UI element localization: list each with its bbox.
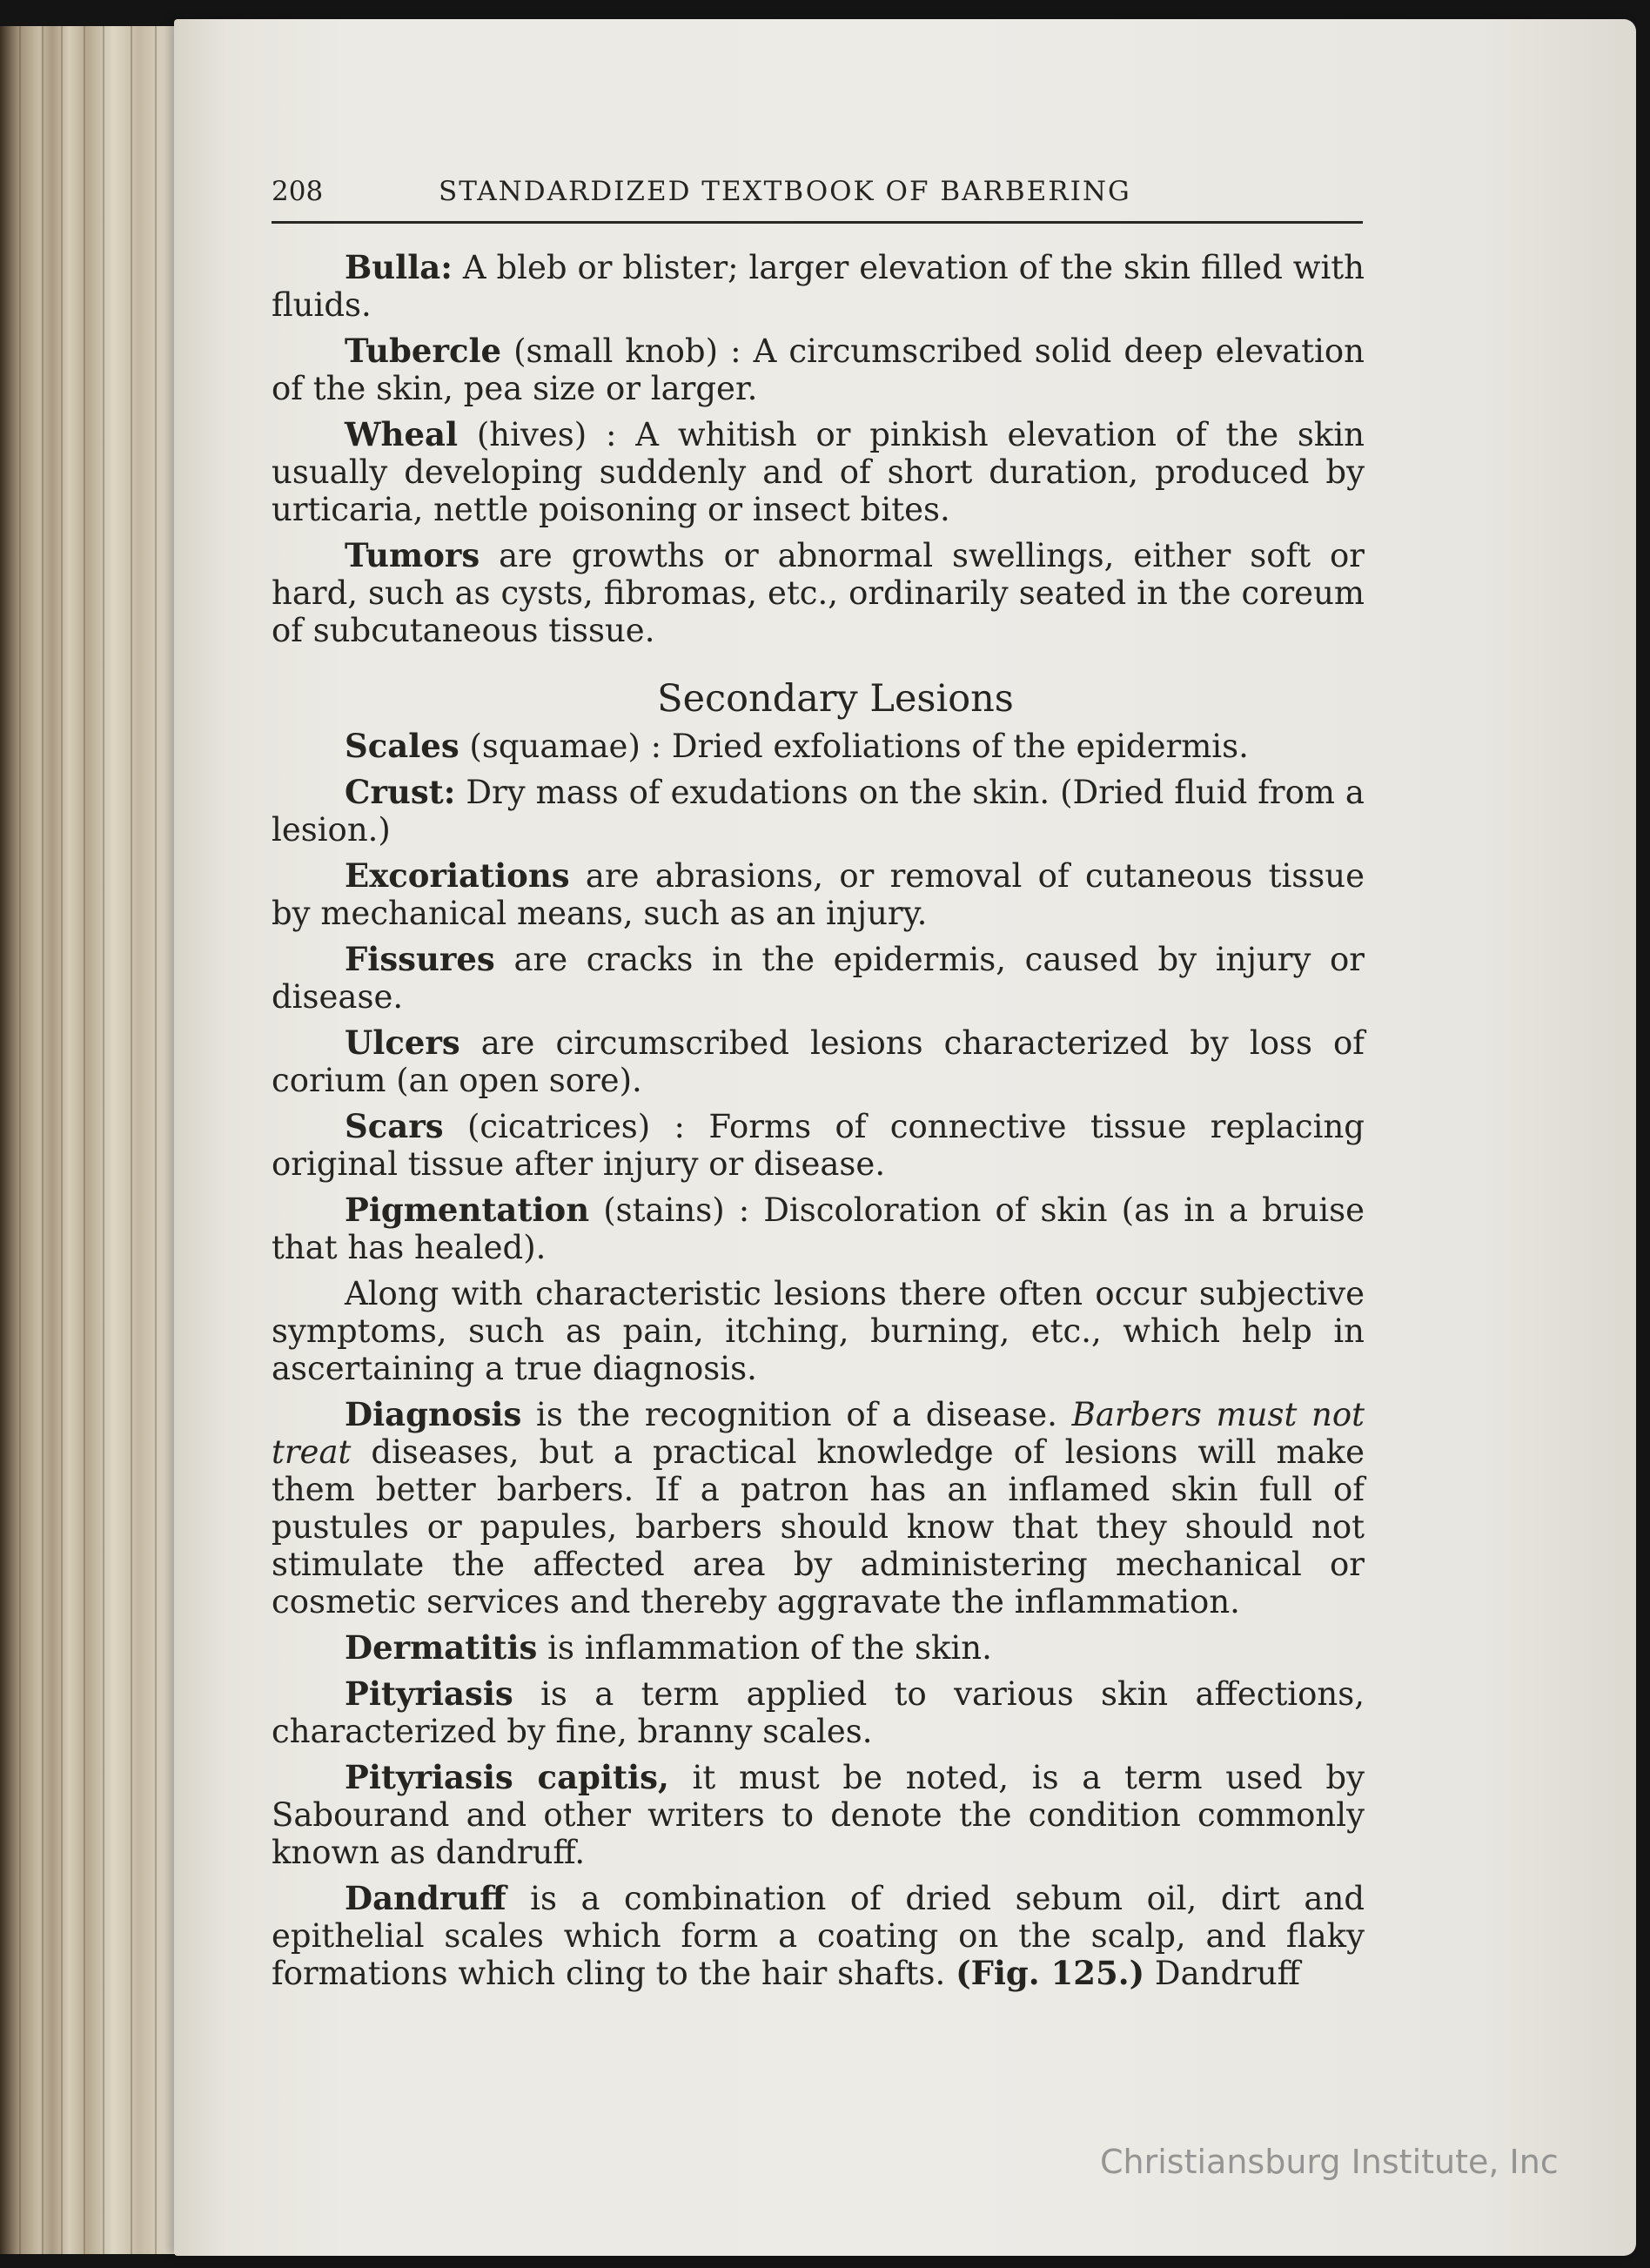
term: Excoriations xyxy=(345,856,570,895)
definition: (small knob) : A circumscribed solid deep elevation of the skin, pea size or larger. xyxy=(272,332,1365,407)
definition-continued: diseases, but a practical knowledge of lesions will make them better barbers. If a patron has an inflamed skin full of pustules or papules, barbers should know that they should not stimulate the affected area by administering mechanical or cosmetic services and thereby aggravate the inflammation. xyxy=(272,1433,1365,1620)
entry-tubercle xyxy=(272,332,1365,407)
entry-diagnosis xyxy=(272,1396,1365,1620)
definition: is the recognition of a disease. xyxy=(521,1396,1072,1433)
entry-crust xyxy=(272,774,1365,849)
definition: (squamae) : Dried exfoliations of the epidermis. xyxy=(459,728,1249,765)
term: Ulcers xyxy=(345,1023,460,1062)
running-title: STANDARDIZED TEXTBOOK OF BARBERING xyxy=(439,176,1131,207)
entry-dermatitis xyxy=(272,1629,1365,1667)
definition: are cracks in the epidermis, caused by injury or disease. xyxy=(272,941,1365,1016)
entry-bulla xyxy=(272,249,1365,324)
definition: is a combination of dried sebum oil, dirt and epithelial scales which form a coating on the scalp, and flaky formations which cling to the hair shafts. xyxy=(272,1880,1365,1992)
section-heading: Secondary Lesions xyxy=(657,677,1014,721)
emphasis: Barbers must not treat xyxy=(272,1396,1365,1471)
definition: are circumscribed lesions characterized by loss of corium (an open sore). xyxy=(272,1024,1365,1099)
entry-dandruff xyxy=(272,1880,1365,1992)
entry-excoriations xyxy=(272,857,1365,932)
entry-scales xyxy=(272,728,1365,765)
definition: (hives) : A whitish or pinkish elevation of the skin usually developing suddenly and of short duration, produced by urticaria, nettle poisoning or insect bites. xyxy=(272,416,1365,528)
page-number: 208 xyxy=(272,176,324,207)
term: Scales xyxy=(345,727,459,765)
term: Dandruff xyxy=(345,1879,506,1917)
entry-pityriasis xyxy=(272,1675,1365,1750)
entry-ulcers xyxy=(272,1024,1365,1099)
definition: Dry mass of exudations on the skin. (Dried fluid from a lesion.) xyxy=(272,774,1365,849)
entry-fissures xyxy=(272,941,1365,1016)
definition: it must be noted, is a term used by Sabourand and other writers to denote the condition commonly known as dandruff. xyxy=(272,1759,1365,1871)
page-header xyxy=(272,174,1363,224)
term: Crust: xyxy=(345,773,456,811)
definition: are growths or abnormal swellings, either soft or hard, such as cysts, fibromas, etc., ordinarily seated in the coreum of subcutaneous tissue. xyxy=(272,537,1365,649)
definition: is a term applied to various skin affections, characterized by fine, branny scales. xyxy=(272,1675,1365,1750)
entry-tumors xyxy=(272,537,1365,649)
entry-pityriasis-capitis xyxy=(272,1759,1365,1871)
page-body xyxy=(272,249,1365,2001)
entry-wheal xyxy=(272,416,1365,528)
definition-continued: Dandruff xyxy=(1144,1955,1300,1992)
entry-pigmentation xyxy=(272,1191,1365,1266)
figure-reference: (Fig. 125.) xyxy=(956,1954,1145,1992)
term: Pityriasis capitis, xyxy=(345,1758,669,1796)
term: Wheal xyxy=(345,415,459,453)
definition: is inflammation of the skin. xyxy=(537,1629,992,1667)
definition: are abrasions, or removal of cutaneous tissue by mechanical means, such as an injury. xyxy=(272,857,1365,932)
term: Scars xyxy=(345,1107,444,1145)
definition: A bleb or blister; larger elevation of the skin filled with fluids. xyxy=(272,249,1365,324)
term: Diagnosis xyxy=(345,1395,522,1433)
term: Fissures xyxy=(345,940,495,978)
watermark: Christiansburg Institute, Inc xyxy=(1100,2143,1559,2181)
term: Dermatitis xyxy=(345,1628,538,1667)
term: Bulla: xyxy=(345,248,453,286)
definition: (cicatrices) : Forms of connective tissue replacing original tissue after injury or disease. xyxy=(272,1108,1365,1183)
term: Pigmentation xyxy=(345,1191,590,1229)
entry-scars xyxy=(272,1108,1365,1183)
term: Pityriasis xyxy=(345,1674,513,1713)
definition: (stains) : Discoloration of skin (as in a bruise that has healed). xyxy=(272,1191,1365,1266)
term: Tumors xyxy=(345,536,480,574)
term: Tubercle xyxy=(345,332,502,370)
paragraph-subjective-symptoms: Along with characteristic lesions there often occur subjective symptoms, such as pain, itching, burning, etc., which help in ascertaining a true diagnosis. xyxy=(272,1275,1365,1387)
